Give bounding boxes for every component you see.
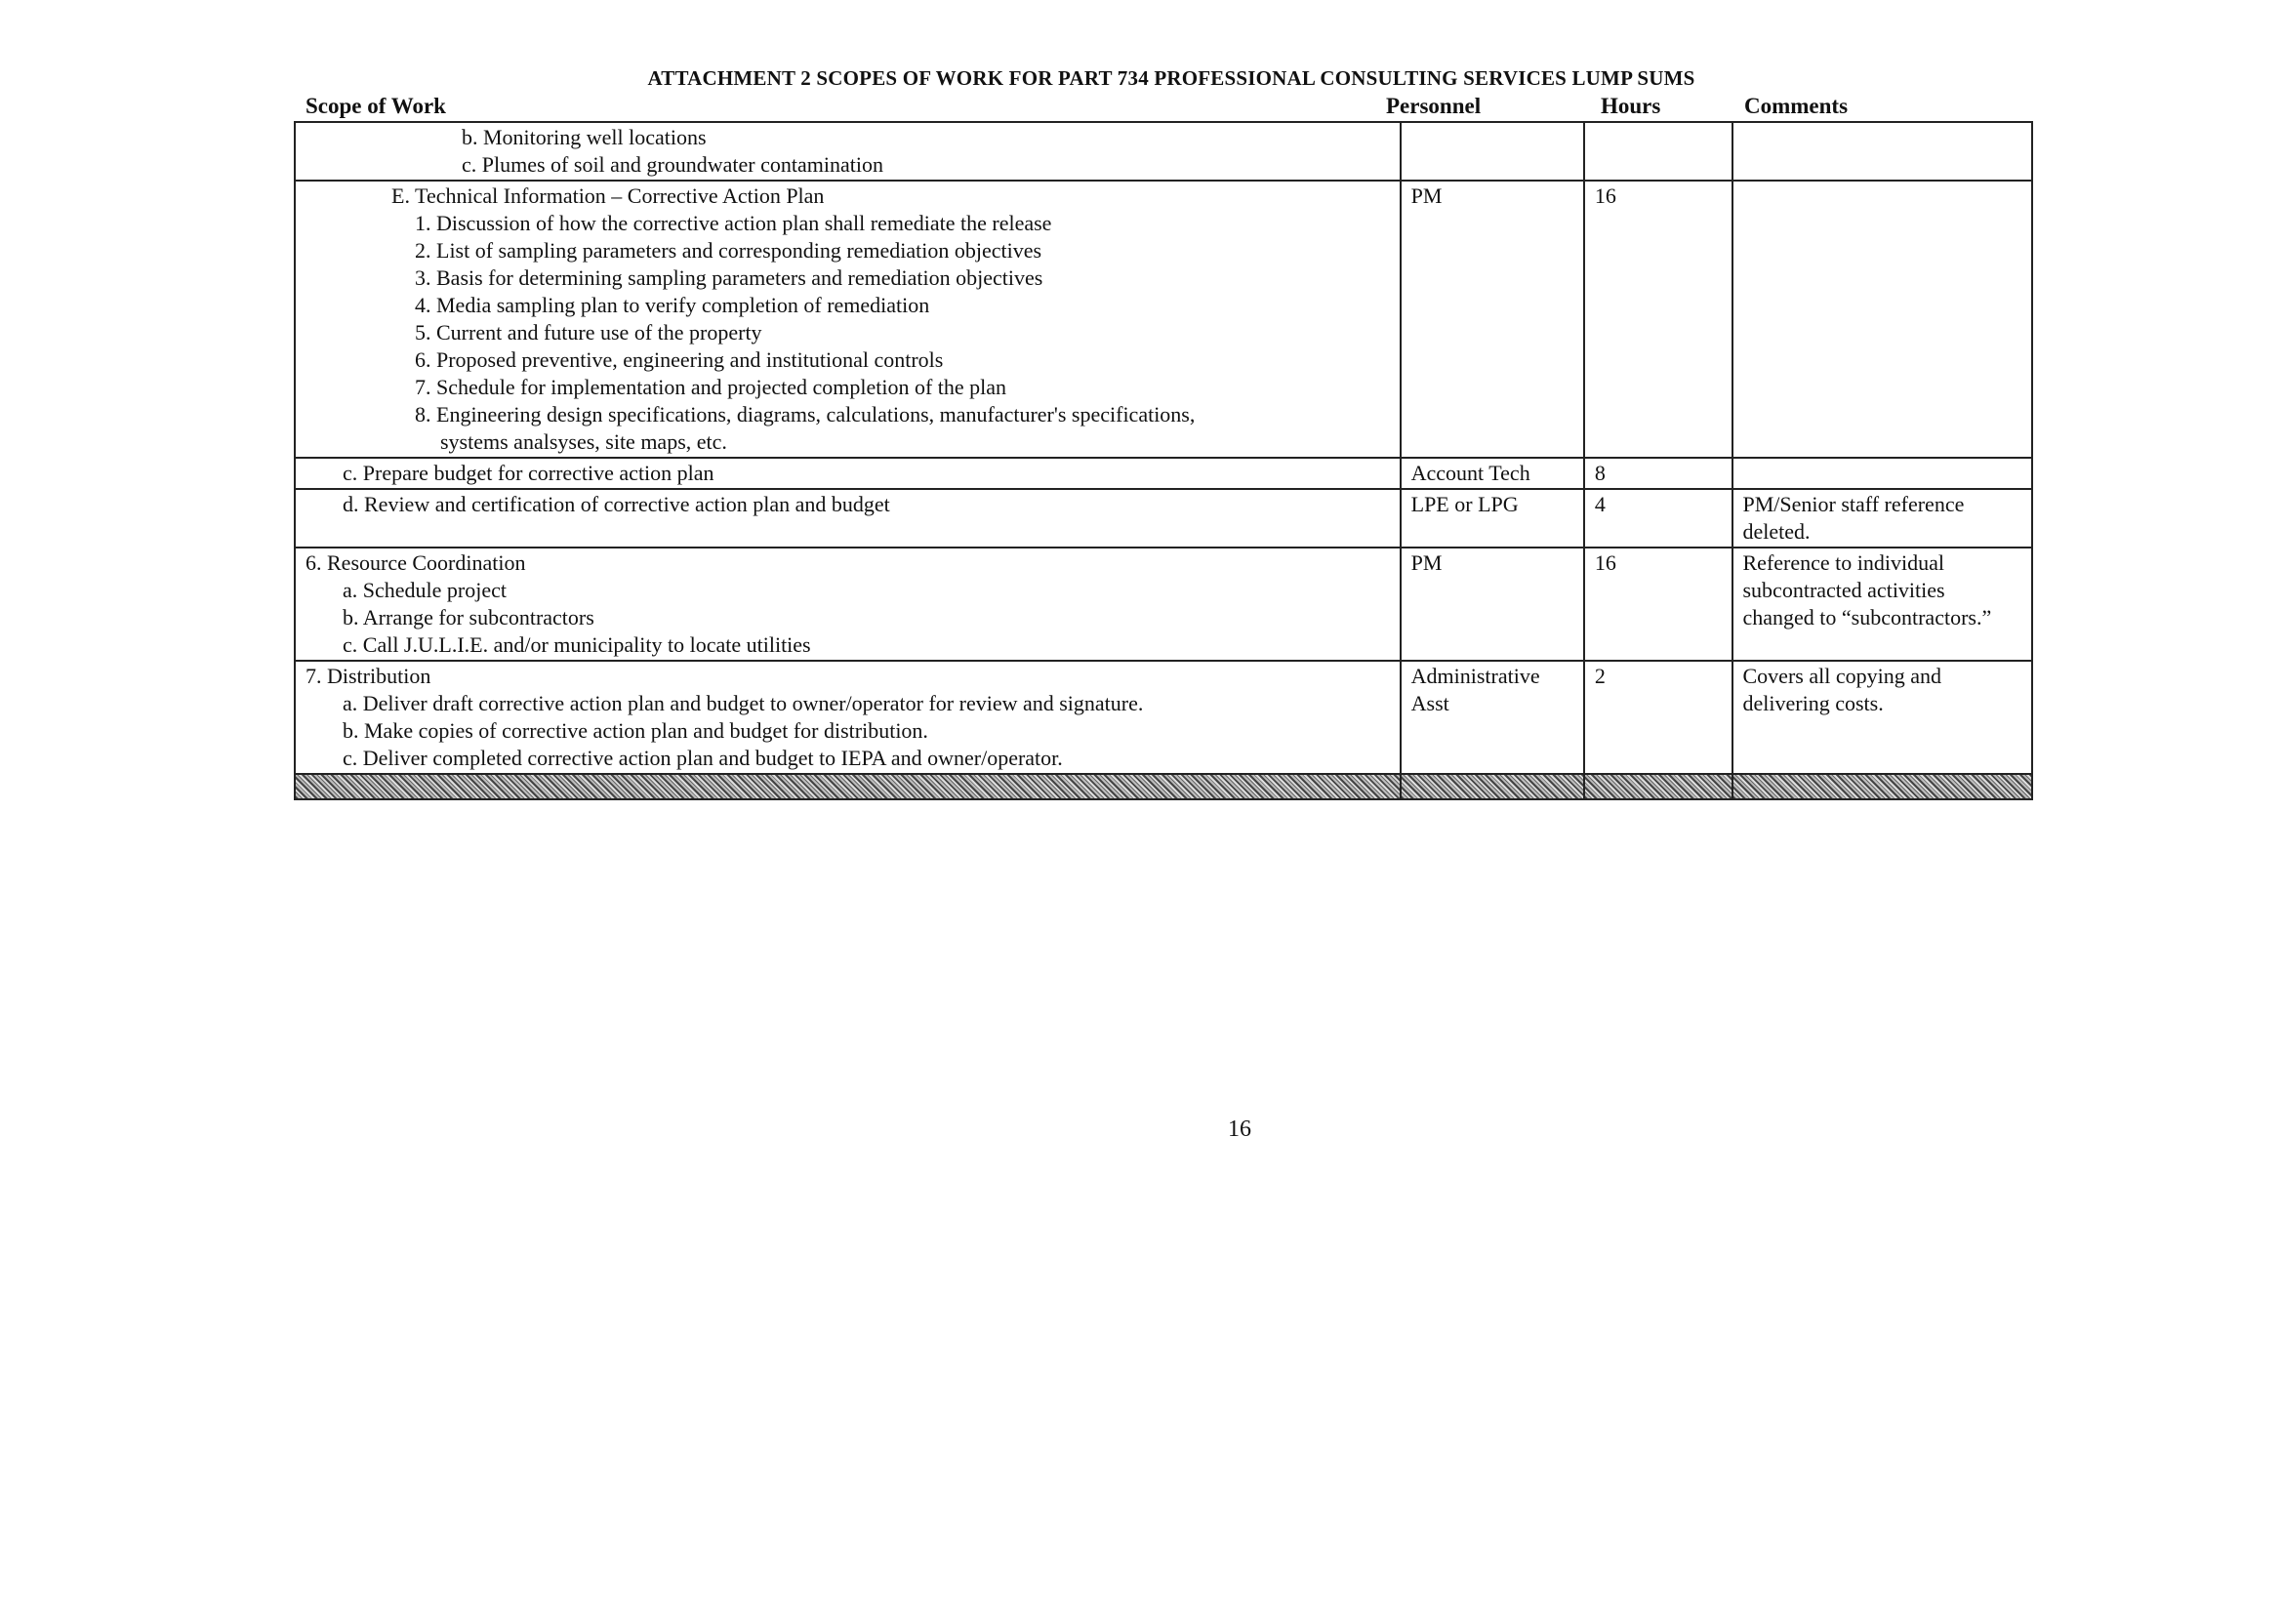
comment-text: Covers all copying and delivering costs. xyxy=(1742,664,1941,715)
hours-cell: 2 xyxy=(1584,661,1732,774)
document-title: ATTACHMENT 2 SCOPES OF WORK FOR PART 734 PROFESSIONAL CONSULTING SERVICES LUMP SUMS xyxy=(647,66,1695,90)
scope-item: 2. List of sampling parameters and corresponding remediation objectives xyxy=(415,238,1042,263)
personnel-cell: PM xyxy=(1401,181,1584,458)
table-footer-band xyxy=(295,774,2032,799)
comments-cell xyxy=(1732,548,2033,661)
scope-section-heading: E. Technical Information – Corrective Action Plan xyxy=(391,183,825,208)
scope-of-work-table xyxy=(294,121,2033,800)
scope-item: 4. Media sampling plan to verify completion of remediation xyxy=(415,293,930,317)
scope-cell xyxy=(295,489,1401,548)
scope-item: 3. Basis for determining sampling parameters and remediation objectives xyxy=(415,265,1043,290)
scope-item: c. Call J.U.L.I.E. and/or municipality to locate utilities xyxy=(343,632,811,657)
scope-item: 6. Proposed preventive, engineering and institutional controls xyxy=(415,347,944,372)
scope-item-continuation: systems analsyses, site maps, etc. xyxy=(440,429,727,454)
scope-item: d. Review and certification of corrective action plan and budget xyxy=(343,492,890,516)
scope-item: c. Prepare budget for corrective action plan xyxy=(343,461,714,485)
scope-cell xyxy=(295,122,1401,181)
scope-item: b. Monitoring well locations xyxy=(462,125,707,149)
scope-item: b. Arrange for subcontractors xyxy=(343,605,594,629)
personnel-text: Administrative Asst xyxy=(1410,664,1540,715)
scan-band-cell xyxy=(1584,774,1732,799)
header-scope-of-work: Scope of Work xyxy=(306,94,446,118)
scope-item: 1. Discussion of how the corrective action plan shall remediate the release xyxy=(415,211,1052,235)
header-personnel: Personnel xyxy=(1386,94,1482,118)
scope-section-heading: 7. Distribution xyxy=(306,664,431,688)
scope-cell xyxy=(295,181,1401,458)
scope-item: a. Schedule project xyxy=(343,578,507,602)
comment-text: PM/Senior staff reference deleted. xyxy=(1742,492,1965,544)
table-row xyxy=(295,181,2032,458)
hours-cell: 8 xyxy=(1584,458,1732,489)
header-comments: Comments xyxy=(1744,94,1849,118)
scope-section-heading: 6. Resource Coordination xyxy=(306,550,526,575)
table-row xyxy=(295,548,2032,661)
personnel-cell xyxy=(1401,661,1584,774)
scope-item: 5. Current and future use of the property xyxy=(415,320,762,345)
table-row xyxy=(295,122,2032,181)
personnel-cell xyxy=(1401,122,1584,181)
scope-item: c. Plumes of soil and groundwater contamination xyxy=(462,152,883,177)
personnel-cell: PM xyxy=(1401,548,1584,661)
scope-cell xyxy=(295,548,1401,661)
personnel-cell: LPE or LPG xyxy=(1401,489,1584,548)
comments-cell xyxy=(1732,181,2033,458)
comments-cell xyxy=(1732,489,2033,548)
scan-band-cell xyxy=(1401,774,1584,799)
hours-cell: 16 xyxy=(1584,548,1732,661)
hours-cell: 4 xyxy=(1584,489,1732,548)
comments-cell xyxy=(1732,661,2033,774)
comments-cell xyxy=(1732,122,2033,181)
scope-item: a. Deliver draft corrective action plan and budget to owner/operator for review and signature. xyxy=(343,691,1144,715)
hours-cell xyxy=(1584,122,1732,181)
scan-band-cell xyxy=(295,774,1401,799)
table-row xyxy=(295,661,2032,774)
table-row xyxy=(295,458,2032,489)
scope-item: b. Make copies of corrective action plan and budget for distribution. xyxy=(343,718,928,743)
comment-text: Reference to individual subcontracted activities changed to “subcontractors.” xyxy=(1742,550,1992,629)
hours-cell: 16 xyxy=(1584,181,1732,458)
page-number: 16 xyxy=(1228,1116,1251,1142)
scope-item: c. Deliver completed corrective action plan and budget to IEPA and owner/operator. xyxy=(343,746,1063,770)
header-hours: Hours xyxy=(1601,94,1661,118)
scope-item: 8. Engineering design specifications, diagrams, calculations, manufacturer's specifications, xyxy=(415,402,1196,426)
scope-cell xyxy=(295,458,1401,489)
scope-item: 7. Schedule for implementation and projected completion of the plan xyxy=(415,375,1007,399)
table-row xyxy=(295,489,2032,548)
comments-cell xyxy=(1732,458,2033,489)
personnel-cell: Account Tech xyxy=(1401,458,1584,489)
scan-band-cell xyxy=(1732,774,2033,799)
scope-cell xyxy=(295,661,1401,774)
